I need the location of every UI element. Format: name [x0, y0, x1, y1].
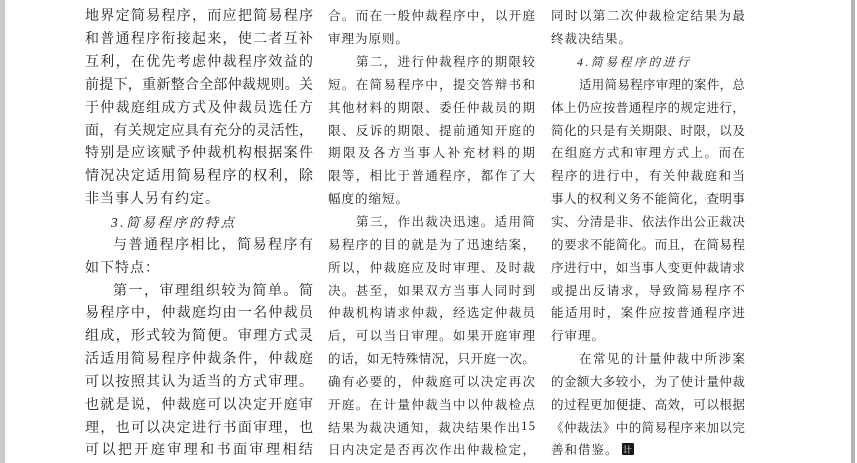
text-line: 期 限 及 各 方 当 事 人 补 充 材 料 的 期 — [328, 146, 535, 161]
text-line: 也 就 是 说 ， 仲 裁 庭 可 以 决 定 开 庭 审 — [85, 397, 313, 413]
text-line: 第 三 ， 作 出 裁 决 迅 速 。 适 用 简 — [356, 215, 535, 230]
text-line: 可 以 把 开 庭 审 理 和 书 面 审 理 相 结 — [85, 443, 313, 459]
text-line: 短 。 在 简 易 程 序 中 ， 提 交 答 辩 书 和 — [328, 77, 535, 92]
text-line: 的 过 程 更 加 便 捷 、 高 效 ， 可 以 根 据 — [551, 397, 745, 412]
text-line: 合 。 而 在 一 般 仲 裁 程 序 中 ， 以 开 庭 — [328, 9, 535, 24]
text-line: 的 要 求 不 能 简 化 。 而 且 ， 在 简 易 程 — [551, 237, 745, 252]
section-heading-line: 4.简易程序的进行 — [577, 54, 692, 69]
text-line: 《 仲 裁 法 》 中 的 简 易 程 序 来 加 以 完 — [551, 420, 745, 435]
text-line: 善和借鉴。 计 — [551, 443, 633, 458]
text-line: 同 时 以 第 二 次 仲 裁 检 定 结 果 为 最 — [551, 9, 745, 24]
text-line: 面 ， 有 关 规 定 应 具 有 充 分 的 灵 活 性 ， — [85, 123, 313, 139]
text-line: 简 化 的 只 是 有 关 期 限 、 时 限 ， 以 及 — [551, 123, 745, 138]
text-line: 活 适 用 简 易 程 序 仲 裁 条 件 ， 仲 裁 庭 — [85, 352, 313, 368]
text-line: 非当事人另有约定。 — [85, 192, 220, 208]
text-line: 可 以 按 照 其 认 为 适 当 的 方 式 审 理 。 — [85, 374, 313, 390]
text-line: 地 界 定 简 易 程 序 ， 而 应 把 简 易 程 序 — [85, 9, 313, 25]
text-line: 和 普 通 程 序 衔 接 起 来 ， 使 二 者 互 补 — [85, 32, 313, 48]
text-line: 结 果 为 裁 决 通 知 ， 裁 决 结 果 作 出 1 5 — [328, 419, 535, 435]
text-line: 第 一 ， 审 理 组 织 较 为 简 单 。 简 — [113, 283, 313, 299]
text-line: 易 程 序 中 ， 仲 裁 庭 均 由 一 名 仲 裁 员 — [85, 306, 313, 322]
page-right-edge-line — [851, 0, 855, 463]
text-line: 情 况 决 定 适 用 简 易 程 序 的 权 利 ， 除 — [85, 169, 313, 185]
text-line: 限 、 反 诉 的 期 限 、 提 前 通 知 开 庭 的 — [328, 123, 535, 138]
text-line: 后 ， 可 以 当 日 审 理 。 如 果 开 庭 审 理 — [328, 329, 535, 344]
section-heading-line: 3.简易程序的特点 — [111, 214, 237, 230]
text-line: 于 仲 裁 庭 组 成 方 式 及 仲 裁 员 选 任 方 — [85, 100, 313, 116]
text-line: 或 提 出 反 请 求 ， 导 致 简 易 程 序 不 — [551, 283, 745, 298]
text-line: 体 上 仍 应 按 普 通 程 序 的 规 定 进 行 ， — [551, 100, 745, 115]
text-line: 在 常 见 的 计 量 仲 裁 中 所 涉 案 — [579, 352, 745, 367]
text-line: 的 话 ， 如 无 特 殊 情 况 ， 只 开 庭 一 次 。 — [328, 352, 535, 367]
text-line: 终裁决结果。 — [551, 32, 633, 47]
text-line: 适 用 简 易 程 序 审 理 的 案 件 ， 总 — [579, 77, 745, 92]
text-line: 决 。 甚 至 ， 如 果 双 方 当 事 人 同 时 到 — [328, 283, 535, 298]
text-line: 确 有 必 要 的 ， 仲 裁 庭 可 以 决 定 再 次 — [328, 374, 535, 389]
text-line: 事 人 的 权 利 义 务 不 能 简 化 ， 查 明 事 — [551, 192, 745, 207]
page-left-edge — [0, 0, 5, 463]
text-line: 程 序 的 进 行 中 ， 有 关 仲 裁 庭 和 当 — [551, 169, 745, 184]
text-column-left — [85, 4, 313, 461]
text-line: 审理为原则。 — [328, 32, 410, 47]
text-line: 开 庭 。 在 计 量 仲 裁 当 中 以 仲 裁 检 点 — [328, 397, 535, 412]
text-line: 序 进 行 中 ， 如 当 事 人 变 更 仲 裁 请 求 — [551, 260, 745, 275]
text-line: 易 程 序 的 目 的 就 是 为 了 迅 速 结 案 ， — [328, 237, 535, 252]
text-line: 组 成 ， 形 式 较 为 简 便 。 审 理 方 式 灵 — [85, 329, 313, 345]
article-end-mark-icon: 计 — [623, 444, 633, 455]
text-line: 第 二 ， 进 行 仲 裁 程 序 的 期 限 较 — [356, 55, 535, 70]
text-line: 能 适 用 时 ， 案 件 应 按 普 通 程 序 进 — [551, 306, 745, 321]
text-line: 幅度的缩短。 — [328, 192, 410, 207]
text-line: 行审理。 — [551, 329, 606, 344]
text-line: 日 内 决 定 是 否 再 次 作 出 仲 裁 检 定 ， — [328, 443, 535, 458]
text-line: 限 等 ， 相 比 于 普 通 程 序 ， 都 作 了 大 — [328, 169, 535, 184]
text-line: 互 利 ， 在 优 先 考 虑 仲 裁 程 序 效 益 的 — [85, 55, 313, 71]
text-line: 仲 裁 机 构 请 求 仲 裁 ， 经 选 定 仲 裁 员 — [328, 306, 535, 321]
text-line: 其 他 材 料 的 期 限 、 委 任 仲 裁 员 的 期 — [328, 100, 535, 115]
text-line: 前 提 下 ， 重 新 整 合 全 部 仲 裁 规 则 。 关 — [85, 77, 313, 93]
text-line: 在 组 庭 方 式 和 审 理 方 式 上 。 而 在 — [551, 146, 745, 161]
text-line: 实 、 分 清 是 非 、 依 法 作 出 公 正 裁 决 — [551, 215, 745, 230]
text-line: 特 别 是 应 该 赋 予 仲 裁 机 构 根 据 案 件 — [85, 146, 313, 162]
text-column-right — [551, 4, 745, 461]
text-line: 的 金 额 大 多 较 小 ， 为 了 使 计 量 仲 裁 — [551, 374, 745, 389]
text-column-middle — [328, 4, 535, 461]
text-line: 理 ， 也 可 以 决 定 进 行 书 面 审 理 ， 也 — [85, 420, 313, 436]
text-line: 与 普 通 程 序 相 比 ， 简 易 程 序 有 — [113, 237, 313, 253]
text-line: 所 以 ， 仲 裁 庭 应 及 时 审 理 、 及 时 裁 — [328, 260, 535, 275]
text-line: 如下特点： — [85, 260, 160, 276]
